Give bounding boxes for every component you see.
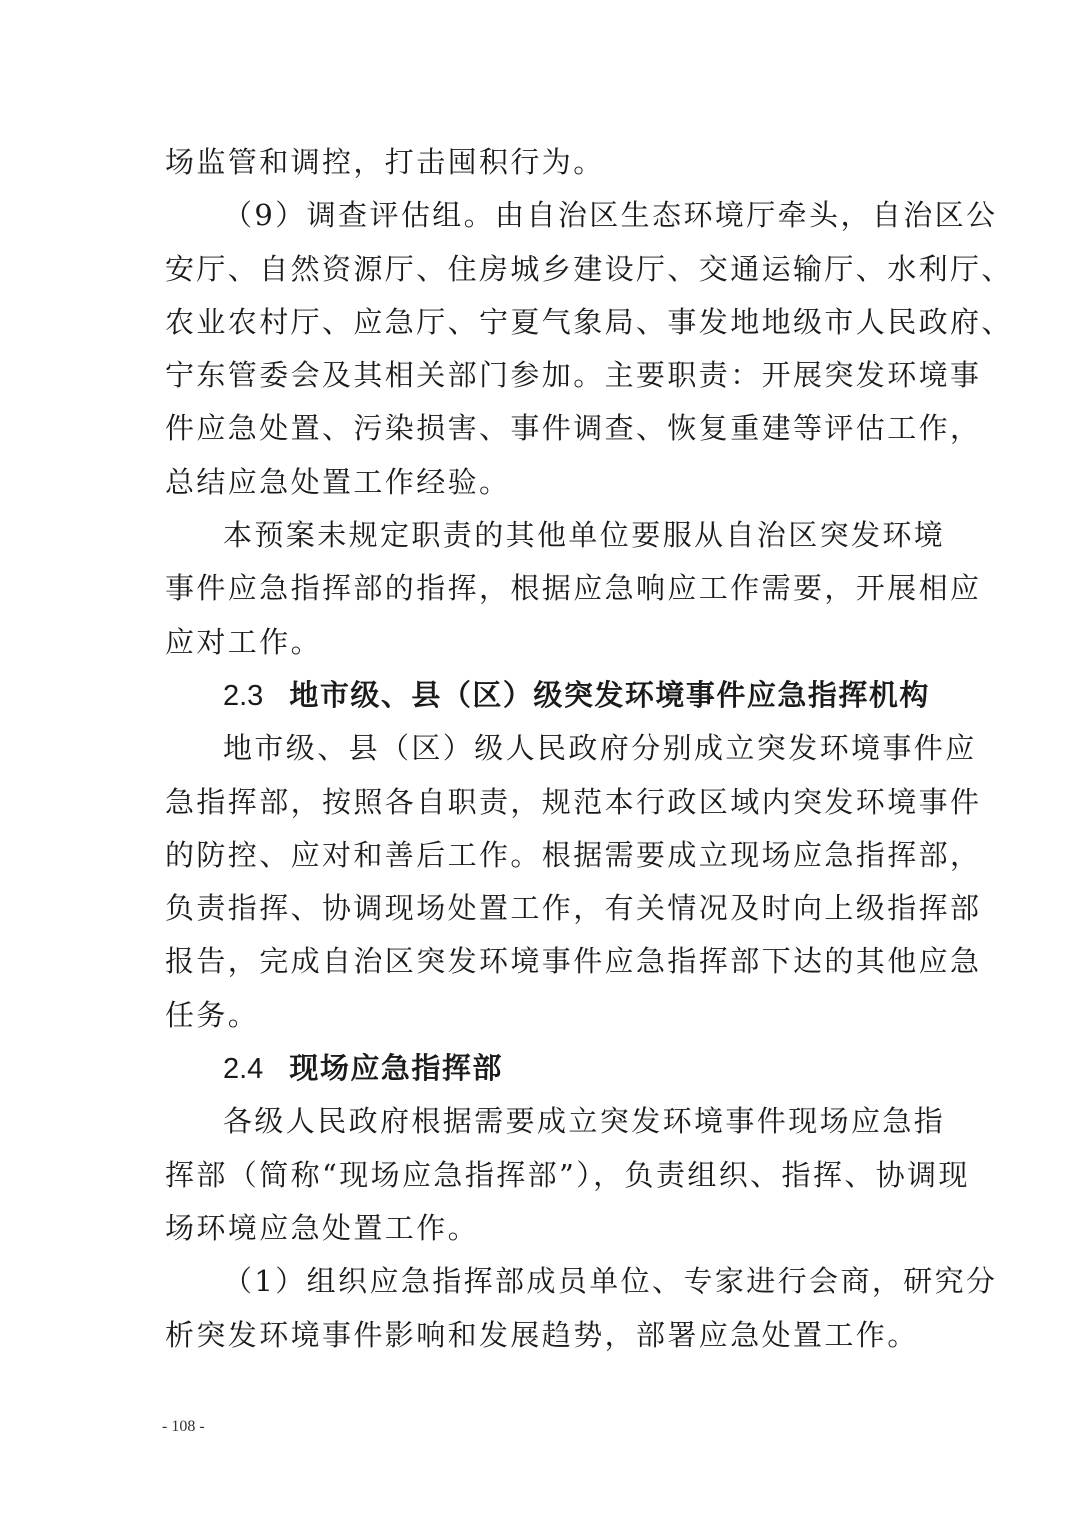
paragraph-line: 挥部（简称“现场应急指挥部”），负责组织、指挥、协调现: [165, 1157, 970, 1192]
paragraph-line: 件应急处置、污染损害、事件调查、恢复重建等评估工作，: [165, 411, 982, 446]
paragraph-line: 事件应急指挥部的指挥，根据应急响应工作需要，开展相应: [165, 571, 982, 606]
section-heading-2-4: [165, 1042, 915, 1095]
paragraph-line: 的防控、应对和善后工作。根据需要成立现场应急指挥部，: [165, 837, 982, 872]
paragraph-line: 负责指挥、协调现场处置工作，有关情况及时向上级指挥部: [165, 891, 982, 926]
paragraph-line: 总结应急处置工作经验。: [165, 464, 511, 499]
paragraph-line: 任务。: [165, 997, 260, 1032]
paragraph-line: 析突发环境事件影响和发展趋势，部署应急处置工作。: [165, 1317, 919, 1352]
paragraph-line: 安厅、自然资源厅、住房城乡建设厅、交通运输厅、水利厅、: [165, 251, 1013, 286]
body-text: [165, 136, 1013, 1362]
paragraph-line: 各级人民政府根据需要成立突发环境事件现场应急指: [223, 1104, 946, 1139]
paragraph-line: 宁东管委会及其相关部门参加。主要职责：开展突发环境事: [165, 358, 982, 393]
paragraph-line: 急指挥部，按照各自职责，规范本行政区域内突发环境事件: [165, 784, 982, 819]
paragraph-line: 本预案未规定职责的其他单位要服从自治区突发环境: [223, 518, 946, 553]
section-number: 2.4: [223, 1053, 264, 1086]
paragraph-line: 报告，完成自治区突发环境事件应急指挥部下达的其他应急: [165, 944, 982, 979]
paragraph-line: 地市级、县（区）级人民政府分别成立突发环境事件应: [223, 731, 977, 766]
paragraph-line: （9）调查评估组。由自治区生态环境厅牵头，自治区公: [223, 198, 998, 233]
paragraph-line: 农业农村厅、应急厅、宁夏气象局、事发地地级市人民政府、: [165, 304, 1013, 339]
section-heading-2-3: [165, 669, 930, 722]
section-title: 地市级、县（区）级突发环境事件应急指挥机构: [289, 677, 930, 712]
page-number: - 108 -: [162, 1418, 205, 1435]
paragraph-line: 场环境应急处置工作。: [165, 1210, 480, 1245]
paragraph-line: （1）组织应急指挥部成员单位、专家进行会商，研究分: [223, 1264, 998, 1299]
paragraph-line: 应对工作。: [165, 624, 323, 659]
paragraph-line: 场监管和调控，打击囤积行为。: [165, 145, 605, 179]
section-title: 现场应急指挥部: [289, 1051, 503, 1086]
section-number: 2.3: [223, 679, 264, 712]
